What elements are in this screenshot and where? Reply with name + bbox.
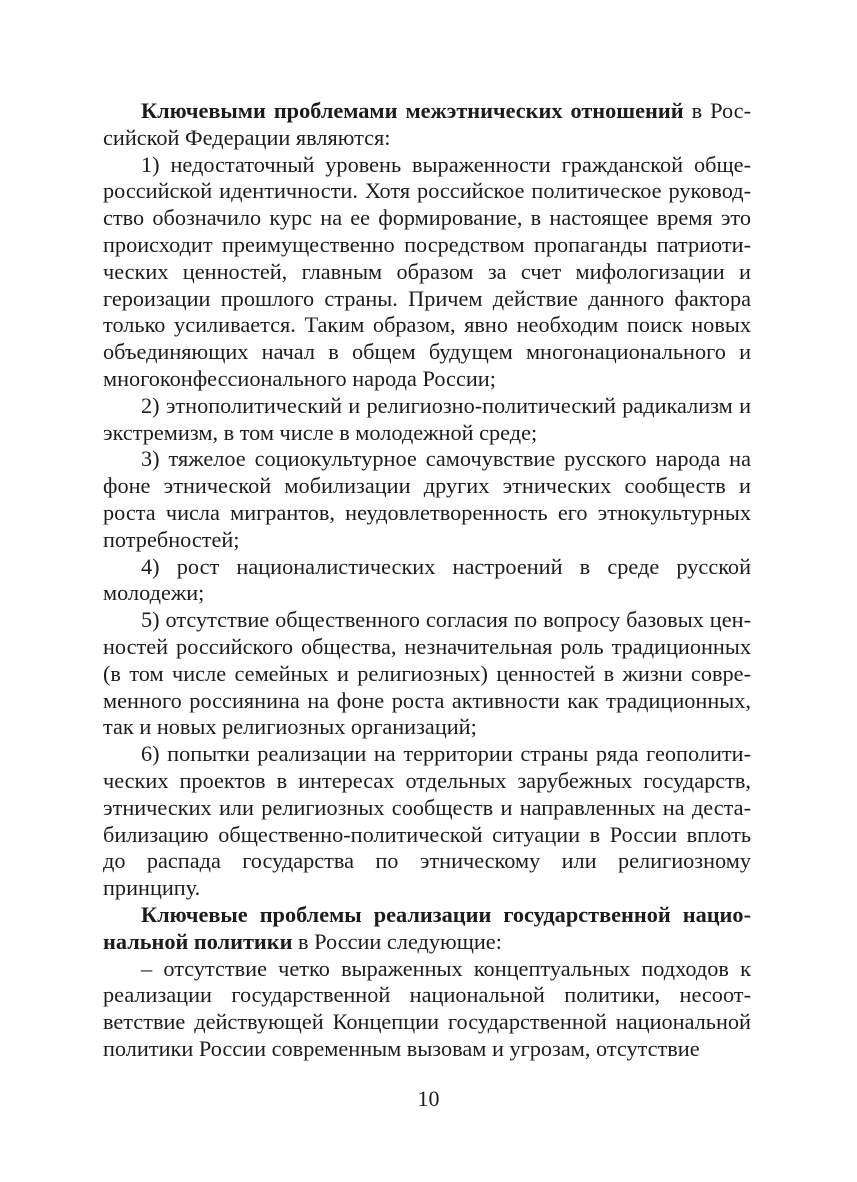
- paragraph-interethnic-problems: [103, 98, 751, 152]
- paragraph-text: 5) отсутствие общественного согласия по вопросу базовых ценностей российского общества, незначительная роль традиционных (в том числе семейных и религиозных) ценностей в жизни современного россиянина на фоне роста активности как традиционных, так и новых религиозных организаций;: [103, 607, 751, 740]
- paragraph-item-1: [103, 152, 751, 393]
- paragraph-text: – отсутствие четко выраженных концептуальных подходов к реализации государственной национальной политики, несоответствие действующей Концепции государственной национальной политики России современным вызовам и угрозам, отсутствие: [103, 955, 751, 1061]
- paragraph-policy-problems: [103, 902, 751, 956]
- paragraph-bold-lead: Ключевые проблемы реализации государственной национальной политики: [103, 901, 751, 954]
- paragraph-item-4: [103, 554, 751, 608]
- paragraph-bold-lead: Ключевыми проблемами межэтнических отношений: [141, 98, 684, 123]
- paragraph-text: 3) тяжелое социокультурное самочувствие русского народа на фоне этнической мобилизации других этнических сообществ и роста числа мигрантов, неудовлетворенность его этнокультурных потребностей;: [103, 446, 751, 552]
- paragraph-text: в России следующие:: [292, 928, 502, 954]
- paragraph-text: 6) попытки реализации на территории страны ряда геополитических проектов в интересах отдельных зарубежных государств, этнических или религиозных сообществ и направленных на дестабилизацию общественно-политической ситуации в России вплоть до распада государства по этническому или религиозному принципу.: [103, 741, 751, 901]
- page-text: [103, 98, 751, 1063]
- paragraph-text: 1) недостаточный уровень выраженности гражданской общероссийской идентичности. Хотя российское политическое руководство обозначило курс на ее формирование, в настоящее время это происходит преимущественно посредством пропаганды патриотических ценностей, главным образом за счет мифологизации и героизации прошлого страны. Причем действие данного фактора только усиливается. Таким образом, явно необходим поиск новых объединяющих начал в общем будущем многонационального и многоконфессионального народа России;: [103, 151, 751, 391]
- paragraph-dash-item: [103, 956, 751, 1063]
- paragraph-text: 4) рост националистических настроений в среде русской молодежи;: [103, 553, 751, 606]
- paragraph-item-6: [103, 741, 751, 902]
- paragraph-item-3: [103, 446, 751, 553]
- paragraph-text: 2) этнополитический и религиозно-политический радикализм и экстремизм, в том числе в молодежной среде;: [103, 392, 751, 445]
- page-number: 10: [417, 1086, 440, 1111]
- paragraph-text: в Российской Федерации являются:: [103, 98, 752, 150]
- paragraph-item-2: [103, 393, 751, 447]
- paragraph-item-5: [103, 607, 751, 741]
